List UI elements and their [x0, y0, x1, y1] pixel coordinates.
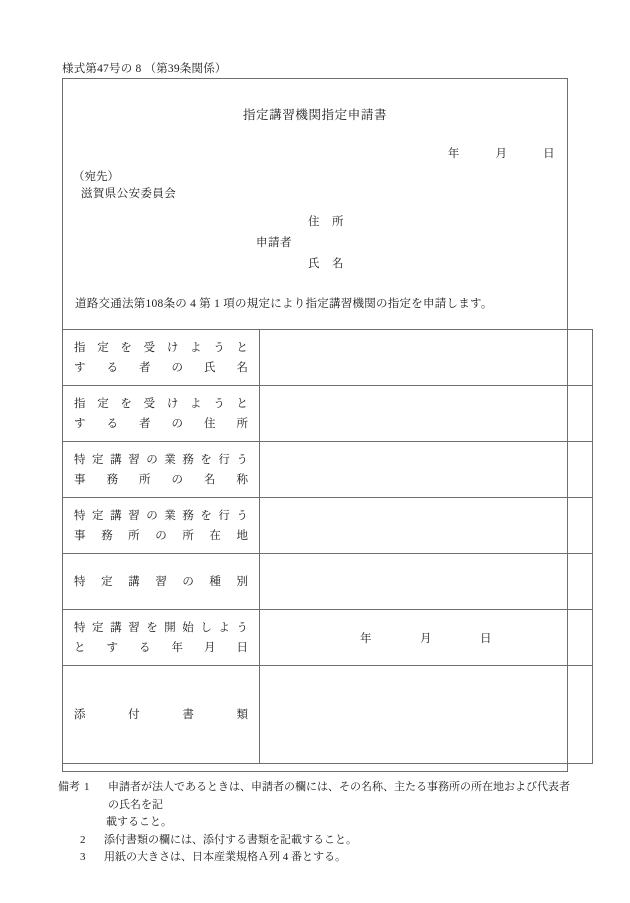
footnote-continuation: 載すること。 [106, 816, 172, 828]
table-row [63, 554, 593, 610]
row-label-cell [63, 610, 260, 666]
footnote-number: 3 [80, 851, 86, 863]
table-row [63, 330, 593, 386]
row-label-line-1: 指 定 を 受 け よ う と [74, 341, 248, 354]
addressee-label: （宛先） [73, 171, 119, 183]
row-label-line-1: 特 定 講 習 を 開 始 し よ う [74, 621, 248, 634]
applicant-block [63, 213, 567, 275]
row-value-cell[interactable] [260, 442, 593, 498]
row-value-cell[interactable] [260, 666, 593, 764]
row-value-cell[interactable] [260, 554, 593, 610]
row-label-line-2: す る 者 の 氏 名 [74, 361, 248, 374]
addressee-name: 滋賀県公安委員会 [81, 188, 177, 200]
form-sheet [62, 78, 568, 772]
footnote-number: 1 [84, 781, 90, 793]
row-label-line-2: 事 務 所 の 名 称 [74, 473, 248, 486]
form-field-table [62, 329, 593, 764]
row-label-line-1: 指 定 を 受 け よ う と [74, 397, 248, 410]
form-field-table-body [63, 330, 593, 764]
applicant-name-label: 氏 名 [308, 258, 344, 270]
row-value-cell[interactable] [260, 498, 593, 554]
row-label-cell [63, 330, 260, 386]
table-row [63, 442, 593, 498]
page-title: 指定講習機関指定申請書 [242, 108, 388, 122]
row-label-cell [63, 386, 260, 442]
footnote-text: 申請者が法人であるときは、申請者の欄には、その名称、主たる事務所の所在地および代表者の氏名を記 [108, 781, 570, 811]
legal-statement: 道路交通法第108条の 4 第 1 項の規定により指定講習機関の指定を申請します。 [75, 298, 493, 310]
row-label-line-2: と す る 年 月 日 [74, 641, 248, 654]
row-label-line-1: 特 定 講 習 の 業 務 を 行 う [74, 453, 248, 466]
row-value-cell[interactable] [260, 386, 593, 442]
footnotes [58, 779, 578, 867]
footnote-tag: 備考 [58, 781, 80, 793]
row-value-text: 年 月 日 [360, 632, 492, 645]
row-label-line-1: 添 付 書 類 [74, 708, 248, 721]
table-row [63, 498, 593, 554]
table-row [63, 386, 593, 442]
row-label-line-2: す る 者 の 住 所 [74, 417, 248, 430]
row-label-line-2: 事 務 所 の 所 在 地 [74, 529, 248, 542]
footnote-text: 用紙の大きさは、日本産業規格Ａ列 4 番とする。 [104, 851, 346, 863]
footnote-item [58, 779, 578, 814]
table-row [63, 666, 593, 764]
form-number: 様式第47号の 8 （第39条関係） [62, 63, 227, 75]
form-header-area [63, 79, 567, 329]
row-label-cell [63, 498, 260, 554]
row-label-cell [63, 554, 260, 610]
table-row [63, 610, 593, 666]
row-label-cell [63, 442, 260, 498]
row-label-line-1: 特 定 講 習 の 種 別 [74, 575, 248, 588]
applicant-label: 申請者 [256, 237, 292, 249]
row-label-line-1: 特 定 講 習 の 業 務 を 行 う [74, 509, 248, 522]
footnote-item [58, 832, 578, 850]
row-label-cell [63, 666, 260, 764]
footnote-number: 2 [80, 833, 86, 846]
footnote-text: 添付書類の欄には、添付する書類を記載すること。 [104, 833, 357, 846]
row-value-cell[interactable] [260, 330, 593, 386]
row-value-cell[interactable] [260, 610, 593, 666]
applicant-address-label: 住 所 [308, 216, 344, 228]
footnote-item [58, 849, 578, 867]
submission-date-line: 年 月 日 [447, 148, 555, 160]
